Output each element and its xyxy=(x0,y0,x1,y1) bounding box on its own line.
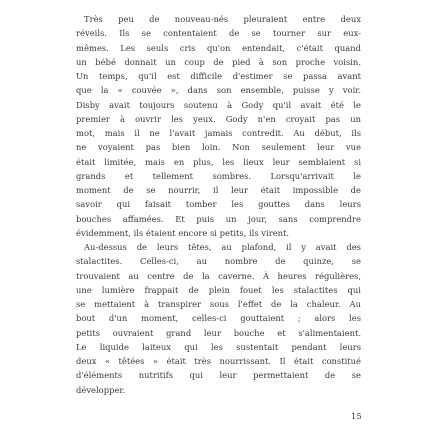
text-line: petits ouvraient grand leur bouche et s'alimentaient. xyxy=(76,327,361,338)
text-block xyxy=(76,12,361,397)
text-line: trouvaient au centre de la caverne. À heures régulières, xyxy=(76,270,361,281)
text-line: ne voyaient pas bien loin. Non seulement leur vue xyxy=(76,142,361,153)
text-line: stalactites. Celles-ci, au nombre de quinze, se xyxy=(76,256,361,267)
text-line: évidemment, ils étaient encore si petits, ils virent. xyxy=(76,227,290,238)
page-number: 15 xyxy=(351,411,362,421)
text-line: moment de se nourrir, il leur était impossible de xyxy=(76,185,361,195)
text-line: mêmes. Les seuls cris qu'on entendait, c'était quand xyxy=(76,42,361,53)
text-line: grands et tellement sombres. Lorsqu'arrivait le xyxy=(76,170,361,181)
paragraph xyxy=(76,240,361,397)
text-line: se mettaient à transpirer sous l'effet de la chaleur. Au xyxy=(76,299,361,309)
text-line: développer. xyxy=(76,384,126,395)
text-line: que la « couvée », dans son ensemble, puisse y voir. xyxy=(76,85,361,96)
text-line: deux « têtées » était très nourrissant. Il était constitué xyxy=(76,356,361,366)
text-line: Au-dessus de leurs têtes, au plafond, il y avait des xyxy=(84,242,361,252)
paragraph xyxy=(76,12,361,240)
text-line: bout d'un moment, celles-ci gouttaient ; alors les xyxy=(76,313,361,324)
text-line: Un temps, qu'il est difficile d'estimer se passa avant xyxy=(76,71,361,81)
text-line: Le liquide laiteux qui les sustentait pendant leurs xyxy=(76,341,361,352)
text-line: Disby avait toujours soutenu à Gody qu'il avait été le xyxy=(76,99,361,110)
text-line: une lumière frappait de plein fouet les stalactites qui xyxy=(76,284,361,295)
text-line: savoir qui faisait tomber les gouttes dans leurs xyxy=(76,199,361,210)
text-line: mot, mais il ne l'avait jamais contredit. Au début, ils xyxy=(76,128,361,138)
text-line: d'éléments nutritifs qui leur permettaient de se xyxy=(76,370,361,381)
text-line: était limitée, mais en plus, les lieux leur semblaient si xyxy=(76,156,361,167)
text-line: bouches affamées. Et puis un jour, sans comprendre xyxy=(76,213,361,224)
text-line: Très peu de nouveau-nés pleuraient entre deux xyxy=(84,14,361,24)
text-line: premier à ouvrir les yeux. Gody n'en croyait pas un xyxy=(76,113,361,124)
text-line: un bébé donnait un coup de pied à son proche voisin. xyxy=(76,56,361,67)
text-line: réveils. Ils se contentaient de se tourner sur eux- xyxy=(76,28,361,39)
